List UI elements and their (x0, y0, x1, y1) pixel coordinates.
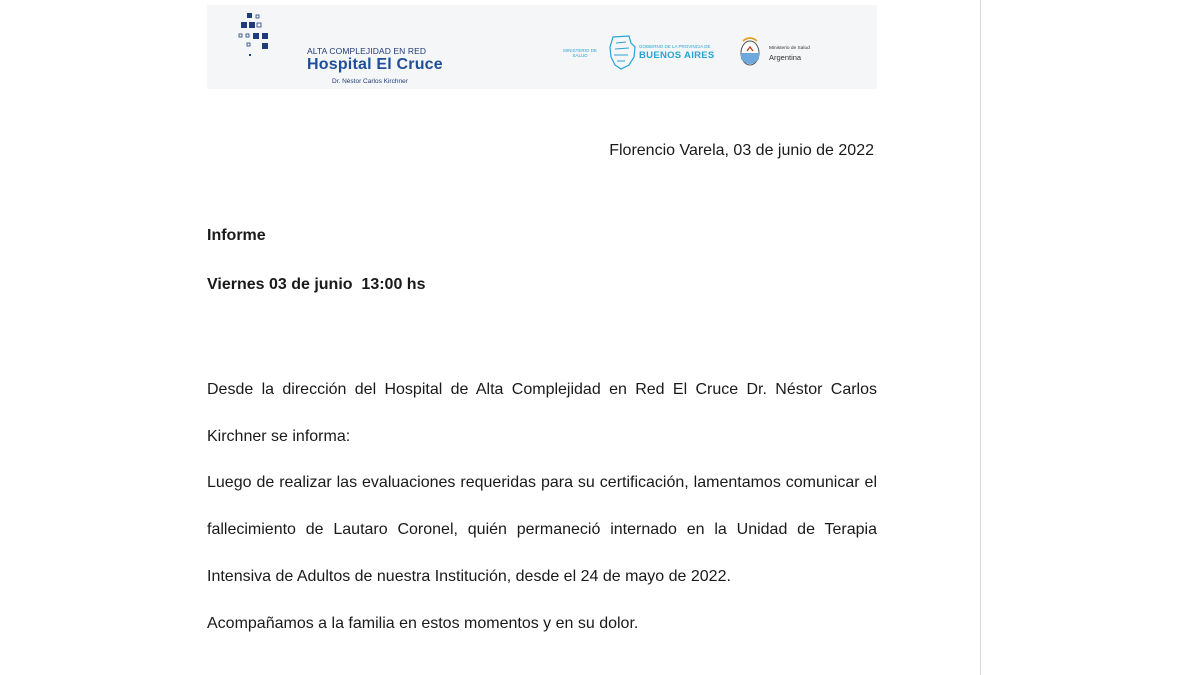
argentina-ministry-logo (737, 35, 847, 69)
document-body (207, 367, 877, 647)
letterhead (207, 5, 877, 89)
report-datetime: Viernes 03 de junio 13:00 hs (207, 276, 426, 293)
place-date: Florencio Varela, 03 de junio de 2022 (609, 142, 874, 159)
province-map-icon (607, 35, 637, 71)
ba-government-label: GOBIERNO DE LA PROVINCIA DE (639, 44, 711, 49)
arg-country-label: Argentina (769, 53, 802, 62)
buenos-aires-logo (557, 35, 732, 71)
ba-ministry-label: MINISTERIO DE SALUD (563, 48, 597, 58)
body-paragraph-announcement: Luego de realizar las evaluaciones requeridas para su certificación, lamentamos comunicar el fallecimiento de Lautaro Coronel, quién permaneció internado en la Unidad de Terapia Intensiva de Adultos de nuestra Institución, desde el 24 de mayo de 2022. (207, 474, 877, 585)
body-paragraph-condolences: Acompañamos a la familia en estos momentos y en su dolor. (207, 614, 639, 632)
ba-name: BUENOS AIRES (639, 50, 715, 61)
page-edge-divider (980, 0, 981, 675)
hospital-cross-icon (237, 10, 297, 70)
hospital-tagline: ALTA COMPLEJIDAD EN RED (307, 46, 427, 56)
hospital-el-cruce-logo (237, 10, 457, 88)
arg-ministry-label: Ministerio de Salud (769, 46, 810, 51)
national-seal-icon (737, 35, 763, 69)
document-heading: Informe (207, 227, 266, 244)
hospital-dedication: Dr. Néstor Carlos Kirchner (332, 78, 408, 85)
hospital-name: Hospital El Cruce (307, 56, 443, 73)
body-paragraph-intro: Desde la dirección del Hospital de Alta Complejidad en Red El Cruce Dr. Néstor Carlos Kirchner se informa: (207, 381, 877, 445)
